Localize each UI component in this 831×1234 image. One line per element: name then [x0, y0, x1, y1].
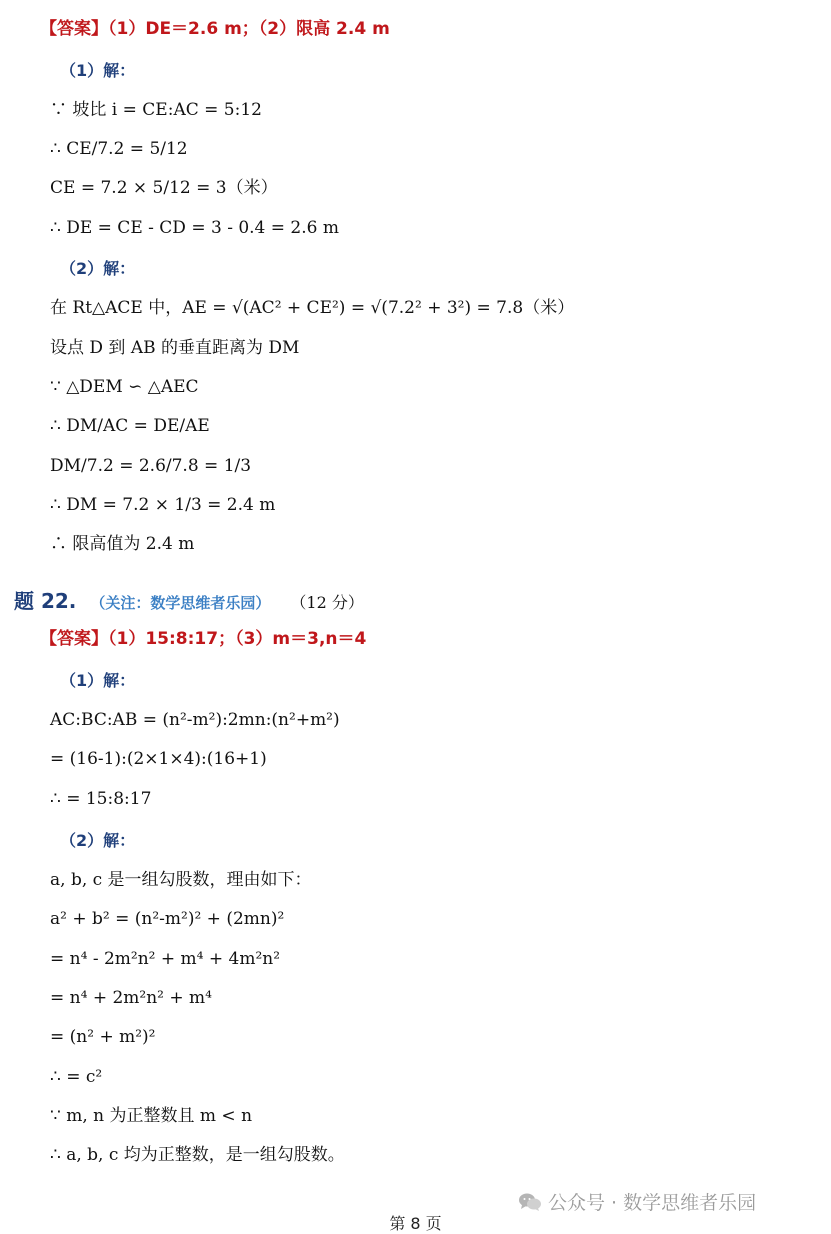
- q22-part2-line: = n⁴ + 2m²n² + m⁴: [50, 988, 212, 1008]
- watermark-text: 公众号 · 数学思维者乐园: [548, 1192, 757, 1214]
- q21-part2-line: 设点 D 到 AB 的垂直距离为 DM: [50, 338, 300, 358]
- q21-part1-line: ∴ DE = CE - CD = 3 - 0.4 = 2.6 m: [50, 218, 339, 238]
- q22-part2-line: ∴ = c²: [50, 1067, 103, 1087]
- q22-part2-line: ∵ m, n 为正整数且 m < n: [50, 1106, 253, 1126]
- q22-part1-line: ∴ = 15:8:17: [50, 789, 152, 809]
- q21-part2-line: ∴ 限高值为 2.4 m: [50, 534, 195, 554]
- question-number: 题 22.: [14, 589, 77, 613]
- q21-part2-line: ∵ △DEM ∽ △AEC: [50, 377, 199, 397]
- q22-part2-line: = n⁴ - 2m²n² + m⁴ + 4m²n²: [50, 949, 281, 969]
- q21-part1-line: ∴ CE/7.2 = 5/12: [50, 139, 188, 159]
- q22-part2-line: a, b, c 是一组勾股数，理由如下：: [50, 870, 312, 890]
- q22-part2-line: ∴ a, b, c 均为正整数，是一组勾股数。: [50, 1145, 345, 1165]
- q22-part2-heading: （2）解：: [60, 831, 136, 850]
- follow-note: （关注：数学思维者乐园）: [90, 594, 271, 612]
- q21-part2-line: DM/7.2 = 2.6/7.8 = 1/3: [50, 456, 252, 476]
- q22-answer: 【答案】（1）15:8:17；（3）m＝3,n＝4: [40, 629, 367, 649]
- q21-part1-line: CE = 7.2 × 5/12 = 3（米）: [50, 178, 278, 198]
- score-label: （12 分）: [298, 593, 364, 612]
- q21-part2-line: ∴ DM/AC = DE/AE: [50, 416, 210, 436]
- page-number: 第 8 页: [389, 1214, 442, 1233]
- q21-part2-heading: （2）解：: [60, 259, 136, 278]
- q21-part2-line: 在 Rt△ACE 中，AE = √(AC² + CE²) = √(7.2² + 3²) = 7.8（米）: [50, 298, 575, 318]
- question-22-heading: [14, 585, 364, 614]
- q22-part1-line: = (16-1):(2×1×4):(16+1): [50, 749, 267, 769]
- q22-part2-line: = (n² + m²)²: [50, 1027, 156, 1047]
- q21-part1-line: ∵ 坡比 i = CE:AC = 5:12: [50, 100, 262, 120]
- q21-part2-line: ∴ DM = 7.2 × 1/3 = 2.4 m: [50, 495, 276, 515]
- q22-part2-line: a² + b² = (n²-m²)² + (2mn)²: [50, 909, 285, 929]
- q22-part1-line: AC:BC:AB = (n²-m²):2mn:(n²+m²): [50, 710, 340, 730]
- q21-answer: 【答案】（1）DE＝2.6 m；（2）限高 2.4 m: [40, 19, 390, 39]
- q22-part1-heading: （1）解：: [60, 671, 136, 690]
- q21-part1-heading: （1）解：: [60, 61, 136, 80]
- wechat-icon: [518, 1192, 542, 1212]
